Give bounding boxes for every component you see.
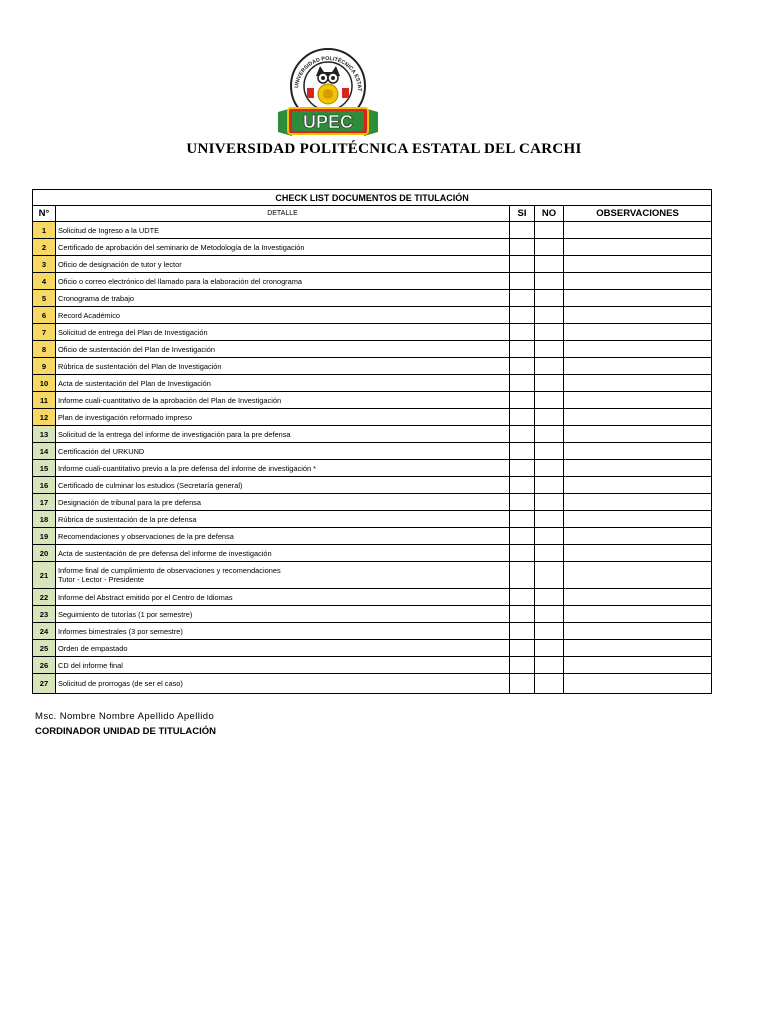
row-detail-text: Plan de investigación reformado impreso <box>58 412 192 422</box>
row-detail-text: Oficio de sustentación del Plan de Investigación <box>58 344 215 354</box>
row-detail-text-line2: Tutor - Lector - Presidente <box>58 575 144 584</box>
row-number: 5 <box>33 290 56 307</box>
row-detail-text: Informe del Abstract emitido por el Centro de Idiomas <box>58 592 233 602</box>
table-row <box>33 426 712 443</box>
row-detail <box>56 392 510 409</box>
row-detail-text: Solicitud de prorrogas (de ser el caso) <box>58 679 183 688</box>
si-cell[interactable] <box>510 239 535 256</box>
no-cell[interactable] <box>535 623 564 640</box>
banner-text: UPEC <box>302 112 354 132</box>
row-number: 19 <box>33 528 56 545</box>
no-cell[interactable] <box>535 528 564 545</box>
no-cell[interactable] <box>535 273 564 290</box>
no-cell[interactable] <box>535 392 564 409</box>
observaciones-cell[interactable] <box>564 589 712 606</box>
table-row <box>33 545 712 562</box>
observaciones-cell[interactable] <box>564 324 712 341</box>
row-detail <box>56 657 510 674</box>
row-detail <box>56 256 510 273</box>
row-detail-text: Orden de empastado <box>58 643 128 653</box>
observaciones-cell[interactable] <box>564 511 712 528</box>
si-cell[interactable] <box>510 341 535 358</box>
row-detail <box>56 290 510 307</box>
observaciones-cell[interactable] <box>564 426 712 443</box>
si-cell[interactable] <box>510 358 535 375</box>
si-cell[interactable] <box>510 640 535 657</box>
row-detail <box>56 358 510 375</box>
row-number: 27 <box>33 674 56 694</box>
table-row <box>33 358 712 375</box>
observaciones-cell[interactable] <box>564 341 712 358</box>
si-cell[interactable] <box>510 589 535 606</box>
row-detail <box>56 477 510 494</box>
row-detail <box>56 222 510 239</box>
no-cell[interactable] <box>535 324 564 341</box>
row-detail-text: Certificación del URKUND <box>58 446 145 456</box>
col-header-si: SI <box>510 206 535 222</box>
no-cell[interactable] <box>535 640 564 657</box>
row-number: 2 <box>33 239 56 256</box>
row-detail-text: Solicitud de entrega del Plan de Investigación <box>58 327 208 337</box>
row-detail-text: Cronograma de trabajo <box>58 293 135 303</box>
table-row <box>33 392 712 409</box>
observaciones-cell[interactable] <box>564 392 712 409</box>
no-cell[interactable] <box>535 477 564 494</box>
row-detail-text: Rúbrica de sustentación de la pre defensa <box>58 514 197 524</box>
si-cell[interactable] <box>510 273 535 290</box>
table-row <box>33 409 712 426</box>
si-cell[interactable] <box>510 562 535 589</box>
row-detail-text: Acta de sustentación del Plan de Investigación <box>58 378 211 388</box>
observaciones-cell[interactable] <box>564 460 712 477</box>
signer-name: Msc. Nombre Nombre Apellido Apellido <box>35 711 215 722</box>
no-cell[interactable] <box>535 674 564 694</box>
si-cell[interactable] <box>510 222 535 239</box>
row-detail <box>56 375 510 392</box>
si-cell[interactable] <box>510 623 535 640</box>
row-detail-text: Designación de tribunal para la pre defensa <box>58 497 201 507</box>
si-cell[interactable] <box>510 511 535 528</box>
table-row <box>33 674 712 694</box>
row-detail <box>56 528 510 545</box>
row-detail-text: Solicitud de Ingreso a la UDTE <box>58 225 160 235</box>
signer-role: CORDINADOR UNIDAD DE TITULACIÓN <box>35 726 217 737</box>
table-row <box>33 290 712 307</box>
observaciones-cell[interactable] <box>564 409 712 426</box>
si-cell[interactable] <box>510 443 535 460</box>
observaciones-cell[interactable] <box>564 528 712 545</box>
observaciones-cell[interactable] <box>564 443 712 460</box>
no-cell[interactable] <box>535 222 564 239</box>
row-detail-text: Recomendaciones y observaciones de la pre defensa <box>58 531 234 541</box>
row-detail <box>56 589 510 606</box>
si-cell[interactable] <box>510 657 535 674</box>
row-number: 18 <box>33 511 56 528</box>
observaciones-cell[interactable] <box>564 222 712 239</box>
row-detail <box>56 426 510 443</box>
row-number: 4 <box>33 273 56 290</box>
si-cell[interactable] <box>510 290 535 307</box>
checklist-title: CHECK LIST DOCUMENTOS DE TITULACIÓN <box>33 190 712 206</box>
no-cell[interactable] <box>535 606 564 623</box>
observaciones-cell[interactable] <box>564 256 712 273</box>
row-detail <box>56 324 510 341</box>
col-header-detail: DETALLE <box>56 206 510 222</box>
col-header-num: N° <box>33 206 56 222</box>
observaciones-cell[interactable] <box>564 375 712 392</box>
observaciones-cell[interactable] <box>564 674 712 694</box>
row-detail <box>56 674 510 694</box>
no-cell[interactable] <box>535 375 564 392</box>
row-detail-text: Oficio de designación de tutor y lector <box>58 259 182 269</box>
no-cell[interactable] <box>535 341 564 358</box>
table-row <box>33 477 712 494</box>
row-detail-text: Seguimiento de tutorías (1 por semestre) <box>58 609 193 619</box>
observaciones-cell[interactable] <box>564 606 712 623</box>
row-number: 26 <box>33 657 56 674</box>
upec-logo <box>276 46 380 138</box>
no-cell[interactable] <box>535 426 564 443</box>
table-row <box>33 324 712 341</box>
observaciones-cell[interactable] <box>564 623 712 640</box>
observaciones-cell[interactable] <box>564 494 712 511</box>
no-cell[interactable] <box>535 256 564 273</box>
row-detail-text: Rúbrica de sustentación del Plan de Investigación <box>58 361 222 371</box>
table-row <box>33 606 712 623</box>
table-row <box>33 375 712 392</box>
observaciones-cell[interactable] <box>564 307 712 324</box>
observaciones-cell[interactable] <box>564 657 712 674</box>
row-detail <box>56 640 510 657</box>
table-row <box>33 341 712 358</box>
row-number: 22 <box>33 589 56 606</box>
row-number: 21 <box>33 562 56 589</box>
row-detail <box>56 623 510 640</box>
table-row <box>33 273 712 290</box>
si-cell[interactable] <box>510 528 535 545</box>
row-number: 13 <box>33 426 56 443</box>
row-number: 16 <box>33 477 56 494</box>
table-row <box>33 562 712 589</box>
observaciones-cell[interactable] <box>564 239 712 256</box>
row-detail-text: Acta de sustentación de pre defensa del informe de investigación <box>58 548 272 558</box>
si-cell[interactable] <box>510 426 535 443</box>
table-row <box>33 640 712 657</box>
row-detail <box>56 511 510 528</box>
row-number: 12 <box>33 409 56 426</box>
row-detail-text: Informe cuali-cuantitativo de la aprobación del Plan de Investigación <box>58 395 282 405</box>
row-detail <box>56 341 510 358</box>
no-cell[interactable] <box>535 239 564 256</box>
row-detail <box>56 606 510 623</box>
si-cell[interactable] <box>510 477 535 494</box>
no-cell[interactable] <box>535 358 564 375</box>
si-cell[interactable] <box>510 545 535 562</box>
row-number: 14 <box>33 443 56 460</box>
row-number: 11 <box>33 392 56 409</box>
row-detail <box>56 443 510 460</box>
si-cell[interactable] <box>510 460 535 477</box>
row-number: 17 <box>33 494 56 511</box>
university-title: UNIVERSIDAD POLITÉCNICA ESTATAL DEL CARCHI <box>186 141 582 157</box>
si-cell[interactable] <box>510 307 535 324</box>
table-row <box>33 623 712 640</box>
row-number: 20 <box>33 545 56 562</box>
si-cell[interactable] <box>510 375 535 392</box>
row-number: 8 <box>33 341 56 358</box>
no-cell[interactable] <box>535 460 564 477</box>
row-number: 1 <box>33 222 56 239</box>
no-cell[interactable] <box>535 443 564 460</box>
observaciones-cell[interactable] <box>564 640 712 657</box>
si-cell[interactable] <box>510 324 535 341</box>
no-cell[interactable] <box>535 409 564 426</box>
col-header-observaciones: OBSERVACIONES <box>564 206 712 222</box>
row-detail-text: Informe final de cumplimiento de observaciones y recomendaciones <box>58 566 281 575</box>
table-row <box>33 528 712 545</box>
si-cell[interactable] <box>510 409 535 426</box>
row-detail <box>56 494 510 511</box>
row-detail <box>56 239 510 256</box>
no-cell[interactable] <box>535 562 564 589</box>
row-detail <box>56 307 510 324</box>
row-number: 6 <box>33 307 56 324</box>
table-row <box>33 222 712 239</box>
no-cell[interactable] <box>535 290 564 307</box>
no-cell[interactable] <box>535 545 564 562</box>
row-number: 10 <box>33 375 56 392</box>
no-cell[interactable] <box>535 494 564 511</box>
row-detail-text: Record Académico <box>58 310 121 320</box>
upec-seal-icon <box>276 46 380 138</box>
observaciones-cell[interactable] <box>564 358 712 375</box>
si-cell[interactable] <box>510 256 535 273</box>
observaciones-cell[interactable] <box>564 562 712 589</box>
observaciones-cell[interactable] <box>564 545 712 562</box>
si-cell[interactable] <box>510 392 535 409</box>
row-detail-text: CD del informe final <box>58 660 123 670</box>
si-cell[interactable] <box>510 606 535 623</box>
row-detail <box>56 273 510 290</box>
table-row <box>33 443 712 460</box>
row-detail-text: Informe cuali-cuantitativo previo a la pre defensa del informe de investigación * <box>58 463 316 473</box>
no-cell[interactable] <box>535 307 564 324</box>
row-number: 3 <box>33 256 56 273</box>
no-cell[interactable] <box>535 589 564 606</box>
observaciones-cell[interactable] <box>564 290 712 307</box>
table-row <box>33 256 712 273</box>
row-detail-text: Solicitud de la entrega del informe de investigación para la pre defensa <box>58 429 291 439</box>
row-number: 23 <box>33 606 56 623</box>
row-detail-text: Oficio o correo electrónico del llamado para la elaboración del cronograma <box>58 276 303 286</box>
row-detail-text: Informes bimestrales (3 por semestre) <box>58 626 183 636</box>
col-header-no: NO <box>535 206 564 222</box>
table-row <box>33 307 712 324</box>
no-cell[interactable] <box>535 657 564 674</box>
row-detail-text: Certificado de aprobación del seminario de Metodología de la Investigación <box>58 242 305 252</box>
row-number: 9 <box>33 358 56 375</box>
table-row <box>33 239 712 256</box>
row-number: 15 <box>33 460 56 477</box>
row-detail <box>56 562 510 589</box>
table-row <box>33 460 712 477</box>
checklist-table <box>32 189 712 694</box>
table-row <box>33 589 712 606</box>
row-number: 25 <box>33 640 56 657</box>
row-number: 7 <box>33 324 56 341</box>
row-detail <box>56 460 510 477</box>
row-detail <box>56 545 510 562</box>
seal-text: UNIVERSIDAD POLITÉCNICA ESTAT <box>294 55 363 92</box>
si-cell[interactable] <box>510 674 535 694</box>
table-row <box>33 511 712 528</box>
no-cell[interactable] <box>535 511 564 528</box>
observaciones-cell[interactable] <box>564 273 712 290</box>
row-number: 24 <box>33 623 56 640</box>
si-cell[interactable] <box>510 494 535 511</box>
row-detail-text: Certificado de culminar los estudios (Secretaría general) <box>58 480 243 490</box>
row-detail <box>56 409 510 426</box>
table-row <box>33 657 712 674</box>
table-row <box>33 494 712 511</box>
observaciones-cell[interactable] <box>564 477 712 494</box>
